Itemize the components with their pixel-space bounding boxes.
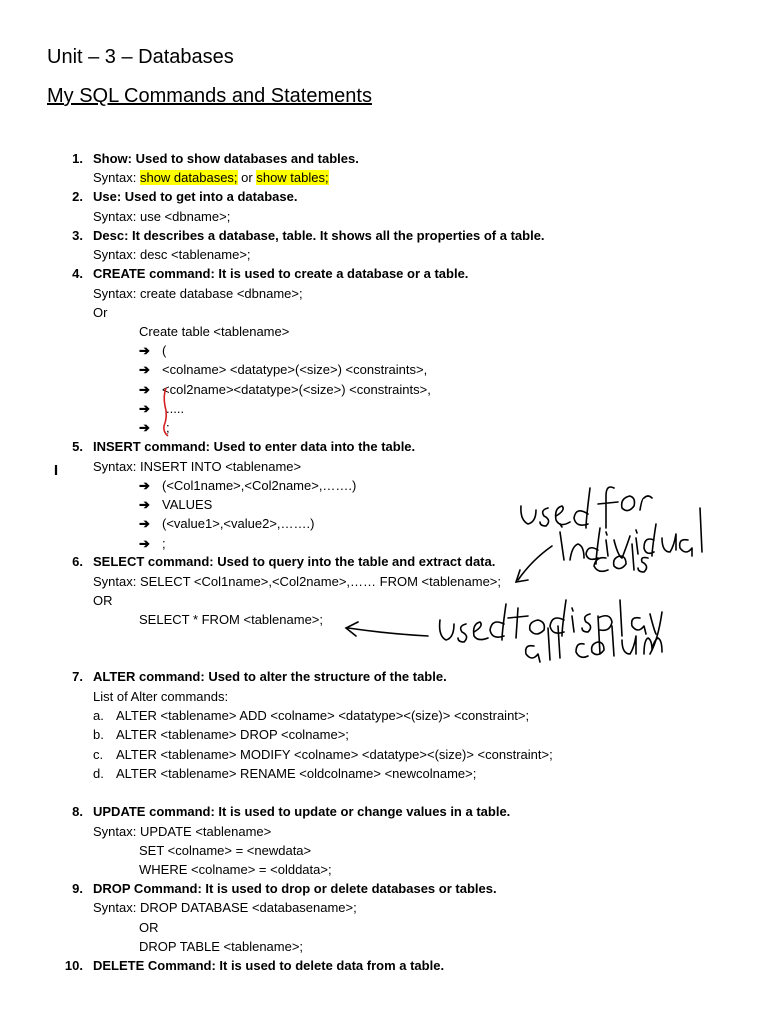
- arrow-icon: ➔: [139, 401, 150, 416]
- item-number: 4.: [72, 266, 83, 281]
- long-arrow-icon: [348, 628, 428, 636]
- syntax-create-table: Create table <tablename>: [139, 324, 290, 339]
- item-number: 1.: [72, 151, 83, 166]
- syntax-use: Syntax: use <dbname>;: [93, 209, 231, 224]
- create-arrow-line: (: [162, 343, 167, 358]
- create-arrow-line: <col2name><datatype>(<size>) <constraints>,: [162, 382, 431, 397]
- insert-arrow-line: (<Col1name>,<Col2name>,…….): [162, 478, 357, 493]
- syntax-update: Syntax: UPDATE <tablename>: [93, 824, 272, 839]
- item-number: 8.: [72, 804, 83, 819]
- item-title-alter: ALTER command: Used to alter the structure of the table.: [93, 669, 447, 684]
- syntax-select: Syntax: SELECT <Col1name>,<Col2name>,…… FROM <tablename>;: [93, 574, 502, 589]
- arrow-icon: ➔: [139, 516, 150, 531]
- alter-item: ALTER <tablename> RENAME <oldcolname> <newcolname>;: [116, 766, 477, 781]
- item-title-delete: DELETE Command: It is used to delete data from a table.: [93, 958, 445, 973]
- alter-letter: d.: [93, 766, 104, 781]
- insert-arrow-line: (<value1>,<value2>,…….): [162, 516, 315, 531]
- arrow-icon: ➔: [139, 497, 150, 512]
- alter-item: ALTER <tablename> ADD <colname> <datatype><(size)> <constraint>;: [116, 708, 530, 723]
- create-arrow-line: ;: [166, 420, 170, 435]
- alter-item: ALTER <tablename> DROP <colname>;: [116, 727, 349, 742]
- alter-item: ALTER <tablename> MODIFY <colname> <datatype><(size)> <constraint>;: [116, 747, 553, 762]
- syntax-show: [93, 168, 329, 187]
- item-number: 5.: [72, 439, 83, 454]
- item-number: 10.: [64, 958, 83, 973]
- syntax-prefix: Syntax:: [93, 170, 140, 185]
- unit-title: Unit – 3 – Databases: [47, 46, 234, 68]
- arrow-icon: ➔: [139, 343, 150, 358]
- insert-arrow-line: VALUES: [162, 497, 213, 512]
- item-number: 7.: [72, 669, 83, 684]
- arrowhead-icon: [516, 570, 528, 582]
- syntax-desc: Syntax: desc <tablename>;: [93, 247, 251, 262]
- item-title-select: SELECT command: Used to query into the table and extract data.: [93, 554, 496, 569]
- or-label: OR: [93, 593, 113, 608]
- item-title-desc: Desc: It describes a database, table. It shows all the properties of a table.: [93, 228, 545, 243]
- create-arrow-line: <colname> <datatype>(<size>) <constraints>,: [162, 362, 428, 377]
- syntax-create-database: Syntax: create database <dbname>;: [93, 286, 303, 301]
- item-title-drop: DROP Command: It is used to drop or delete databases or tables.: [93, 881, 497, 896]
- alter-list-title: List of Alter commands:: [93, 689, 229, 704]
- page-title: My SQL Commands and Statements: [47, 85, 372, 107]
- arrow-icon: ➔: [139, 382, 150, 397]
- item-title-insert: INSERT command: Used to enter data into the table.: [93, 439, 416, 454]
- item-number: 2.: [72, 189, 83, 204]
- arrow-icon: ➔: [139, 536, 150, 551]
- item-title-use: Use: Used to get into a database.: [93, 189, 298, 204]
- or-label: OR: [139, 920, 159, 935]
- highlight-show-databases: show databases;: [139, 170, 238, 185]
- or-label: Or: [93, 305, 108, 320]
- item-title-update: UPDATE command: It is used to update or change values in a table.: [93, 804, 511, 819]
- syntax-drop-table: DROP TABLE <tablename>;: [139, 939, 304, 954]
- alter-letter: c.: [93, 747, 104, 762]
- item-number: 6.: [72, 554, 83, 569]
- arrow-icon: ➔: [139, 420, 150, 435]
- note-used-for-individual-cols: [521, 487, 702, 572]
- alter-letter: a.: [93, 708, 104, 723]
- item-number: 3.: [72, 228, 83, 243]
- item-title-create: CREATE command: It is used to create a database or a table.: [93, 266, 469, 281]
- create-arrow-line: .....: [166, 401, 185, 416]
- update-set-clause: SET <colname> = <newdata>: [139, 843, 312, 858]
- item-number: 9.: [72, 881, 83, 896]
- arrow-icon: ➔: [139, 478, 150, 493]
- alter-letter: b.: [93, 727, 104, 742]
- arrow-icon: ➔: [139, 362, 150, 377]
- update-where-clause: WHERE <colname> = <olddata>;: [139, 862, 332, 877]
- syntax-or: or: [237, 170, 257, 185]
- pointer-arrow-icon: [518, 546, 552, 580]
- highlight-show-tables: show tables;: [256, 170, 329, 185]
- note-used-to-display-all-columns: [440, 600, 662, 662]
- item-title-show: Show: Used to show databases and tables.: [93, 151, 359, 166]
- syntax-insert: Syntax: INSERT INTO <tablename>: [93, 459, 302, 474]
- insert-arrow-line: ;: [162, 536, 166, 551]
- arrowhead-icon: [346, 622, 358, 636]
- syntax-select-all: SELECT * FROM <tablename>;: [139, 612, 324, 627]
- syntax-drop-database: Syntax: DROP DATABASE <databasename>;: [93, 900, 357, 915]
